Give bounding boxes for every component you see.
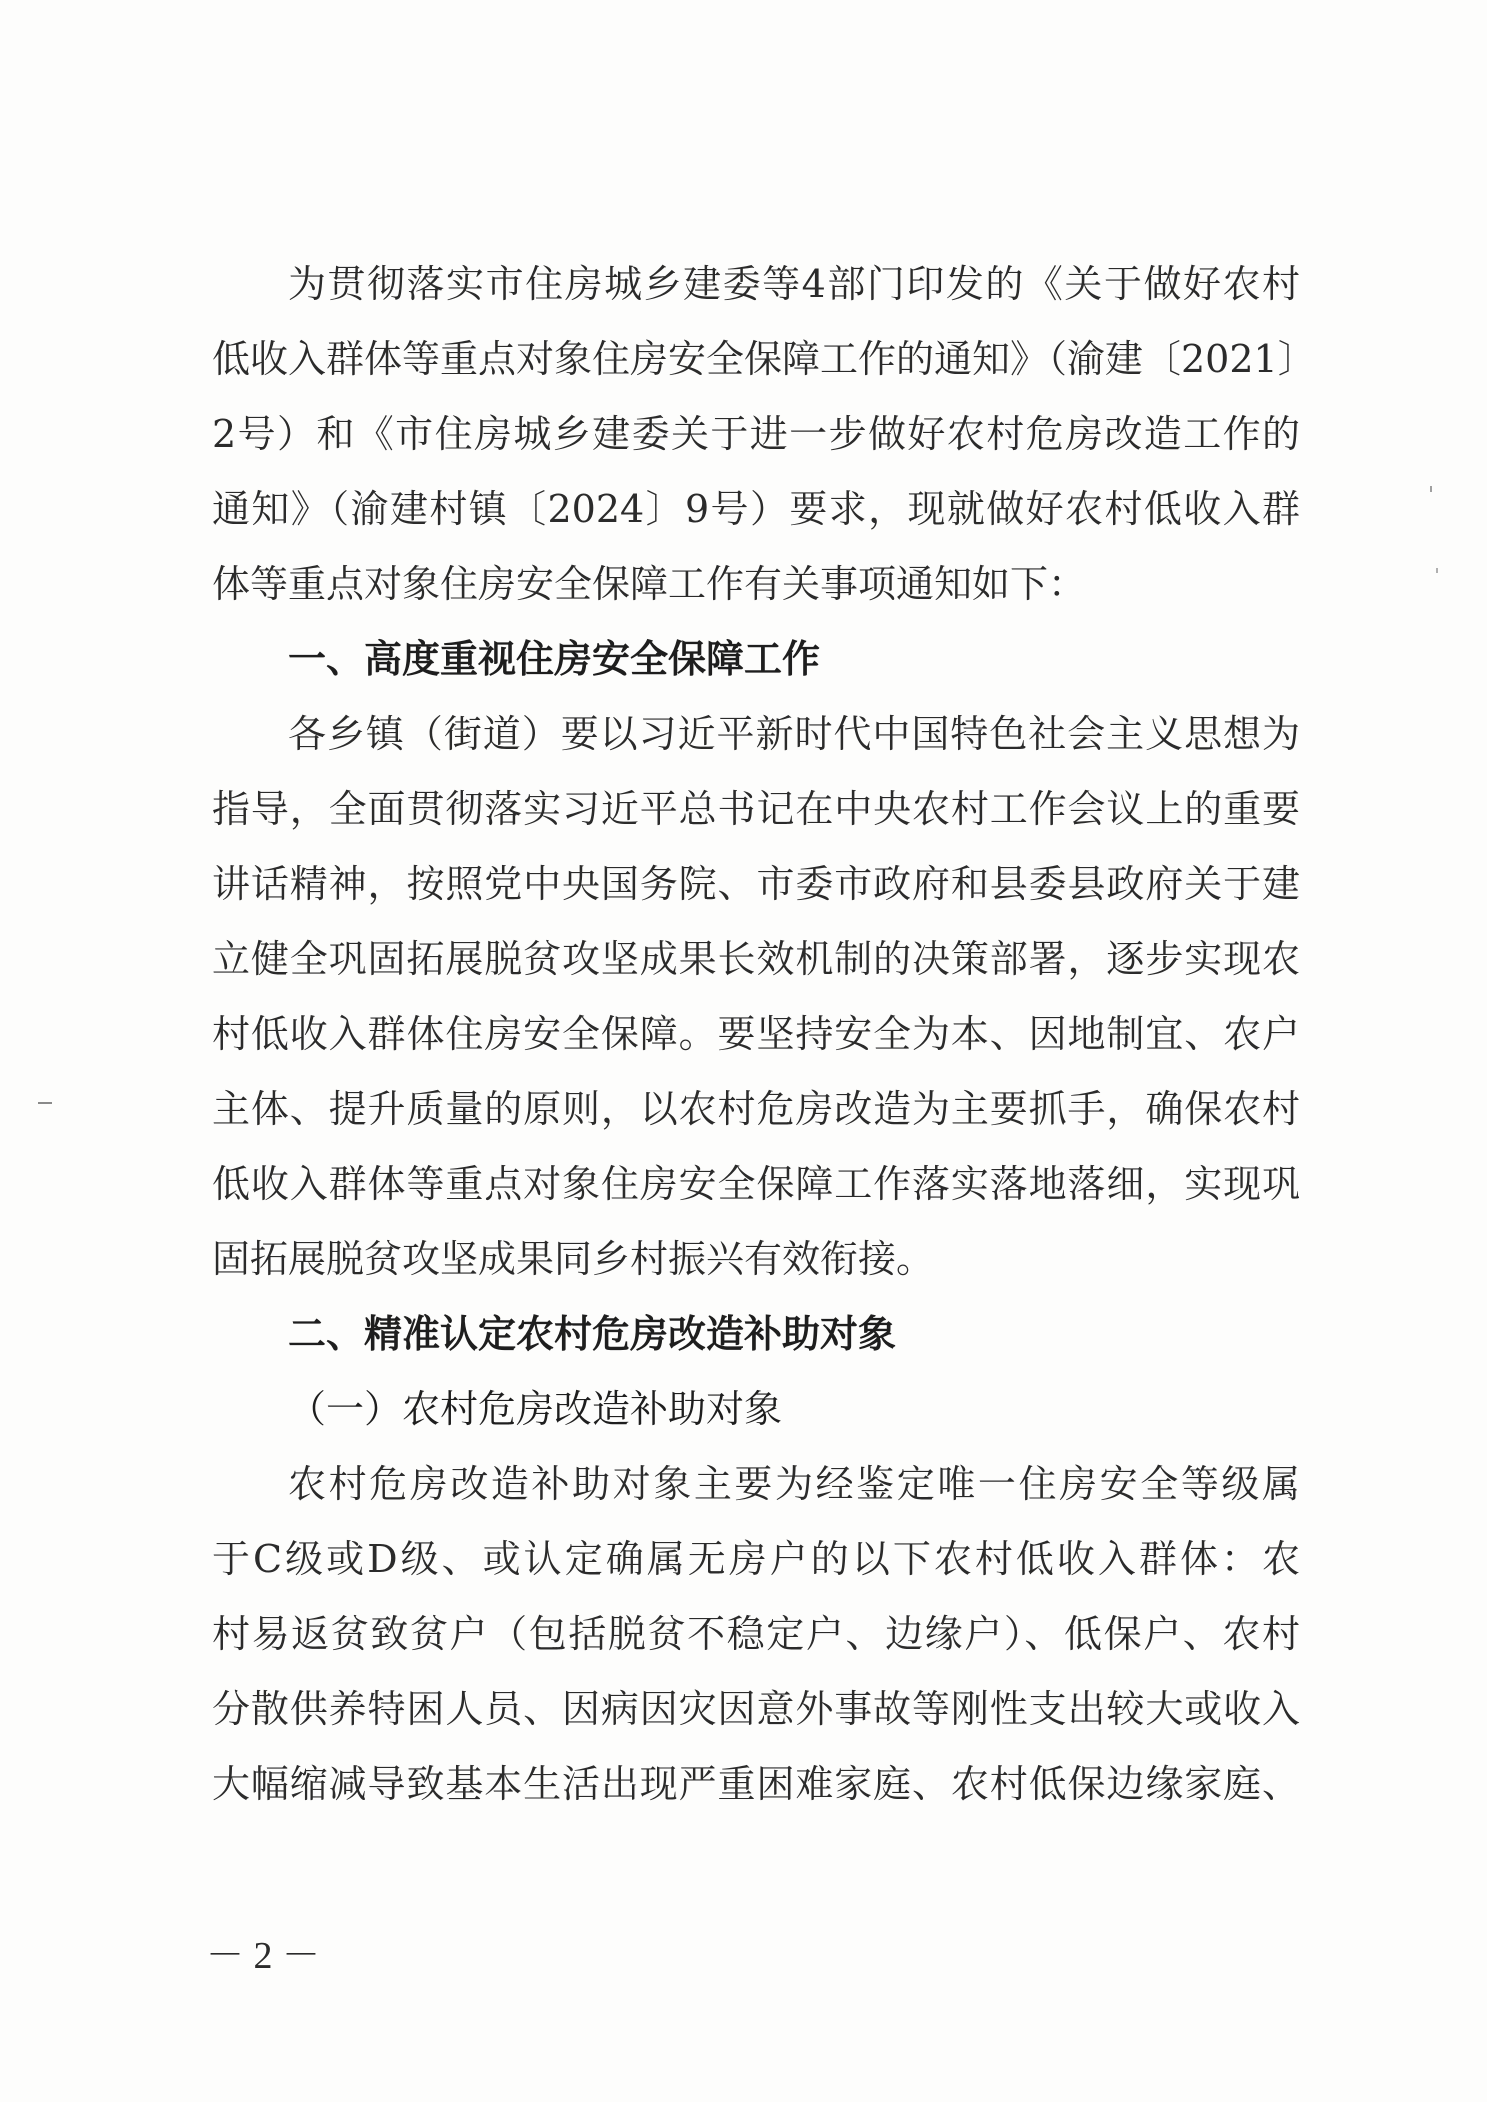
scan-speck: [1436, 568, 1438, 573]
scan-speck: [1430, 486, 1432, 492]
section-heading-1: 一、高度重视住房安全保障工作: [288, 637, 821, 681]
page-number: － 2 －: [206, 1935, 321, 1977]
subsection-1-line-4: 分散供养特困人员、因病因灾因意外事故等刚性支出较大或收入: [212, 1687, 1300, 1731]
subsection-heading-1: （一）农村危房改造补助对象: [288, 1387, 783, 1431]
section-1-line-6: 主体、提升质量的原则，以农村危房改造为主要抓手，确保农村: [212, 1087, 1300, 1131]
section-1-line-7: 低收入群体等重点对象住房安全保障工作落实落地落细，实现巩: [212, 1162, 1300, 1206]
section-heading-2: 二、精准认定农村危房改造补助对象: [288, 1312, 897, 1356]
section-1-line-3: 讲话精神，按照党中央国务院、市委市政府和县委县政府关于建: [212, 862, 1300, 906]
paragraph-intro-line-3: 2号）和《市住房城乡建委关于进一步做好农村危房改造工作的: [212, 412, 1300, 456]
section-1-line-8: 固拓展脱贫攻坚成果同乡村振兴有效衔接。: [212, 1237, 935, 1281]
subsection-1-line-3: 村易返贫致贫户（包括脱贫不稳定户、边缘户）、低保户、农村: [212, 1612, 1300, 1656]
paragraph-intro-line-4: 通知》（渝建村镇〔2024〕9号）要求，现就做好农村低收入群: [212, 487, 1300, 531]
section-1-line-1: 各乡镇（街道）要以习近平新时代中国特色社会主义思想为: [288, 712, 1300, 756]
section-1-line-2: 指导，全面贯彻落实习近平总书记在中央农村工作会议上的重要: [212, 787, 1300, 831]
section-1-line-4: 立健全巩固拓展脱贫攻坚成果长效机制的决策部署，逐步实现农: [212, 937, 1300, 981]
paragraph-intro-line-5: 体等重点对象住房安全保障工作有关事项通知如下：: [212, 562, 1087, 606]
subsection-1-line-2: 于C级或D级、或认定确属无房户的以下农村低收入群体：农: [212, 1537, 1300, 1581]
subsection-1-line-1: 农村危房改造补助对象主要为经鉴定唯一住房安全等级属: [288, 1462, 1300, 1506]
subsection-1-line-5: 大幅缩减导致基本生活出现严重困难家庭、农村低保边缘家庭、: [212, 1762, 1300, 1806]
section-1-line-5: 村低收入群体住房安全保障。要坚持安全为本、因地制宜、农户: [212, 1012, 1300, 1056]
paragraph-intro-line-2: 低收入群体等重点对象住房安全保障工作的通知》（渝建〔2021〕: [212, 337, 1316, 381]
scan-speck: [38, 1102, 52, 1104]
paragraph-intro-line-1: 为贯彻落实市住房城乡建委等4部门印发的《关于做好农村: [288, 262, 1300, 306]
